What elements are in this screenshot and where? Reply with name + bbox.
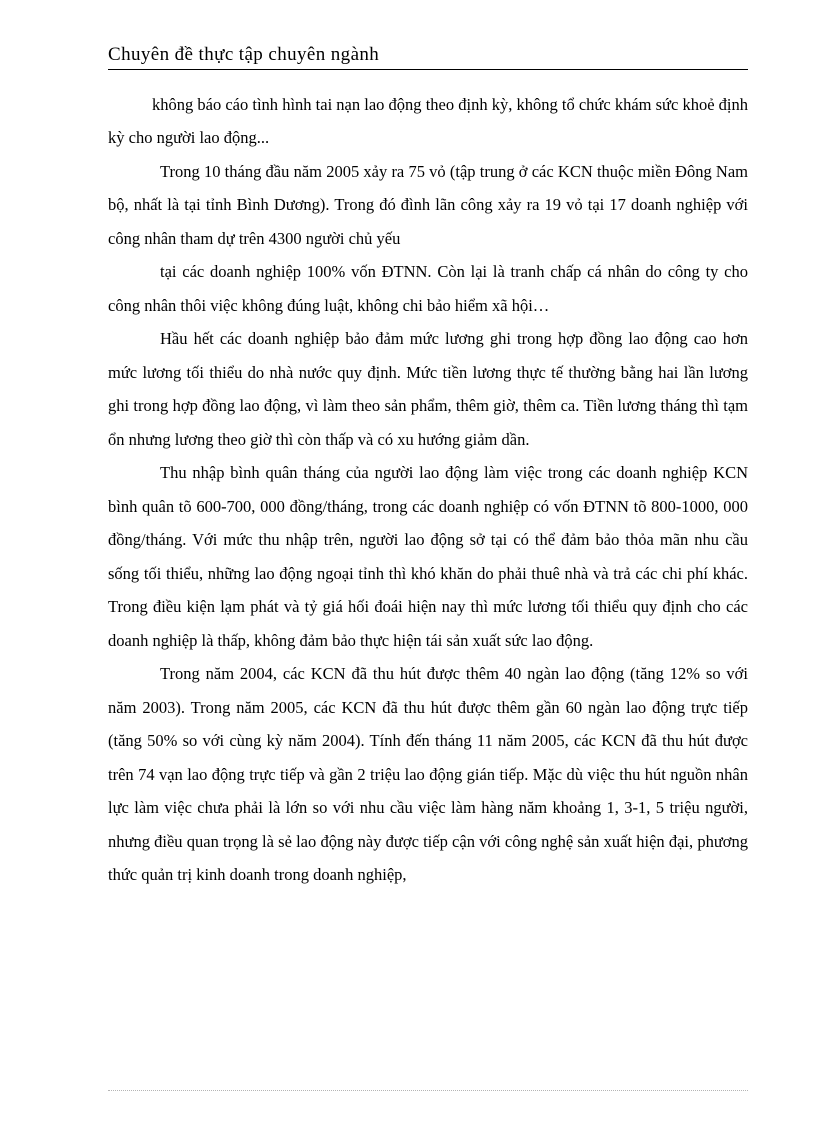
paragraph-5: Thu nhập bình quân tháng của người lao động làm việc trong các doanh nghiệp KCN bình quân tõ 600-700, 000 đồng/tháng, trong các doanh nghiệp có vốn ĐTNN tõ 800-1000, 000 đồng/tháng. Với mức thu nhập trên, người lao động sở tại có thể đảm bảo thỏa mãn nhu cầu sống tối thiểu, những lao động ngoại tỉnh thì khó khăn do phải thuê nhà và trả các chi phí khác. Trong điều kiện lạm phát và tỷ giá hối đoái hiện nay thì mức lương tối thiểu quy định cho các doanh nghiệp là thấp, không đảm bảo thực hiện tái sản xuất sức lao động.: [108, 463, 748, 650]
paragraph-2: Trong 10 tháng đầu năm 2005 xảy ra 75 vỏ (tập trung ở các KCN thuộc miền Đông Nam bộ, nhất là tại tỉnh Bình Dương). Trong đó đình lãn công xảy ra 19 vỏ tại 17 doanh nghiệp với công nhân tham dự trên 4300 người chủ yếu: [108, 161, 748, 248]
document-body: [108, 44, 748, 892]
paragraph-1: không báo cáo tình hình tai nạn lao động theo định kỳ, không tổ chức khám sức khoẻ định kỳ cho người lao động...: [108, 95, 748, 148]
footer-divider: [108, 1090, 748, 1091]
header-divider: [108, 69, 748, 70]
document-header-title: Chuyên đề thực tập chuyên ngành: [108, 44, 380, 65]
paragraph-4: Hầu hết các doanh nghiệp bảo đảm mức lương ghi trong hợp đồng lao động cao hơn mức lương tối thiểu do nhà nước quy định. Mức tiền lương thực tế thường bằng hai lần lương ghi trong hợp đồng lao động, vì làm theo sản phẩm, thêm giờ, thêm ca. Tiền lương tháng thì tạm ổn nhưng lương theo giờ thì còn thấp và có xu hướng giảm dần.: [108, 329, 748, 449]
paragraph-3: tại các doanh nghiệp 100% vốn ĐTNN. Còn lại là tranh chấp cá nhân do công ty cho công nhân thôi việc không đúng luật, không chi bảo hiểm xã hội…: [108, 262, 748, 315]
paragraph-6: Trong năm 2004, các KCN đã thu hút được thêm 40 ngàn lao động (tăng 12% so với năm 2003). Trong năm 2005, các KCN đã thu hút được thêm gần 60 ngàn lao động trực tiếp (tăng 50% so với cùng kỳ năm 2004). Tính đến tháng 11 năm 2005, các KCN đã thu hút được trên 74 vạn lao động trực tiếp và gần 2 triệu lao động gián tiếp. Mặc dù việc thu hút nguồn nhân lực làm việc chưa phải là lớn so với nhu cầu việc làm hàng năm khoảng 1, 3-1, 5 triệu người, nhưng điều quan trọng là sẻ lao động này được tiếp cận với công nghệ sản xuất hiện đại, phương thức quản trị kinh doanh trong doanh nghiệp,: [108, 664, 748, 885]
